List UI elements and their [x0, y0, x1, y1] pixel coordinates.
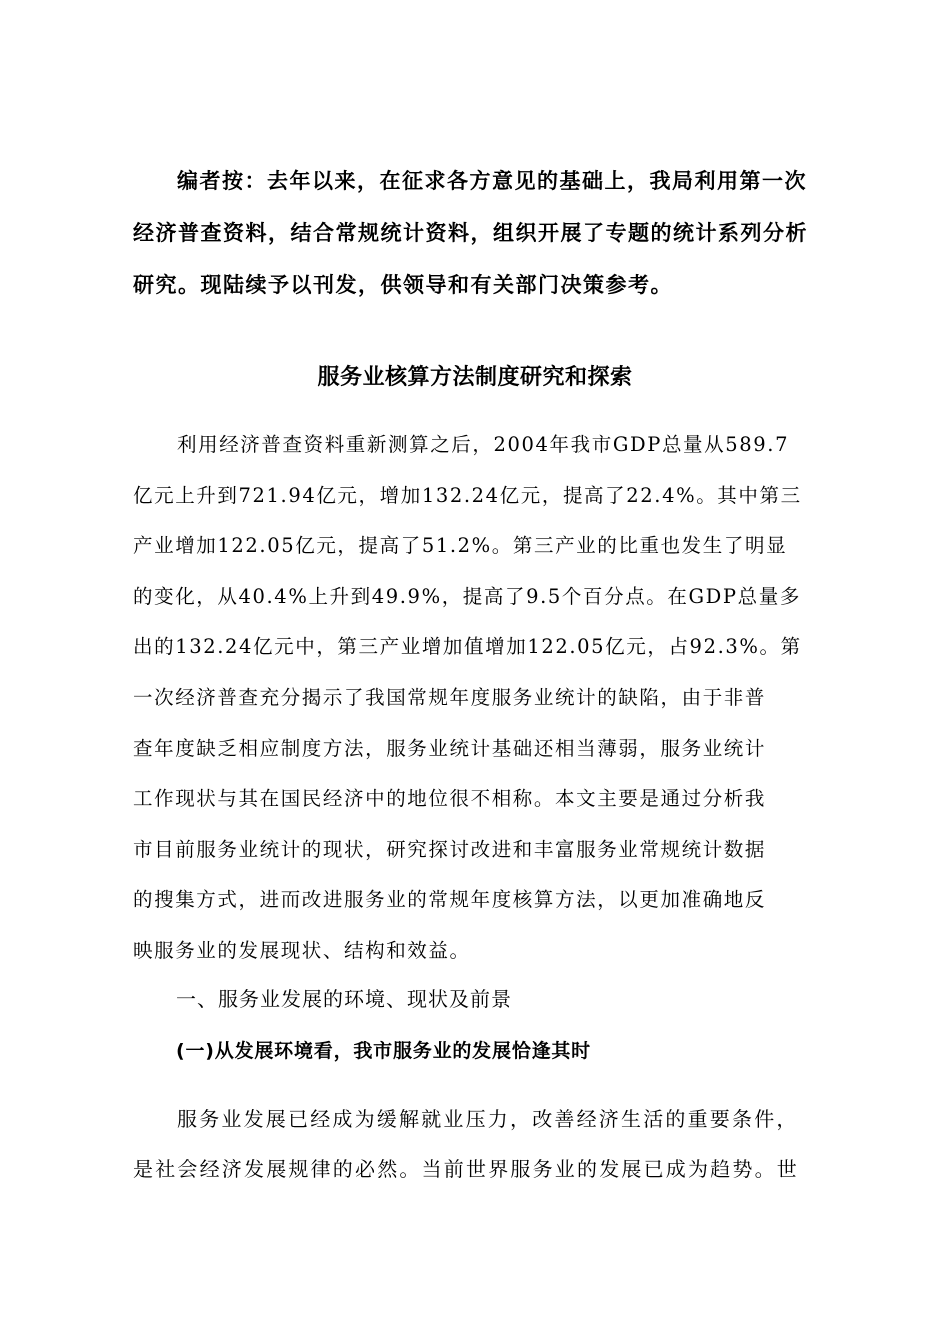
- paragraph-line: 一次经济普查充分揭示了我国常规年度服务业统计的缺陷，由于非普: [133, 685, 767, 709]
- paragraph-line: 出的132.24亿元中，第三产业增加值增加122.05亿元，占92.3%。第: [133, 635, 802, 659]
- section-heading: 一、服务业发展的环境、现状及前景: [176, 987, 512, 1011]
- editor-note-line: 经济普查资料，结合常规统计资料，组织开展了专题的统计系列分析: [133, 221, 808, 245]
- article-title: 服务业核算方法制度研究和探索: [317, 364, 633, 390]
- subsection-heading: (一)从发展环境看，我市服务业的发展恰逢其时: [176, 1040, 591, 1062]
- intro-paragraph: [133, 420, 823, 977]
- paragraph-line: 市目前服务业统计的现状，研究探讨改进和丰富服务业常规统计数据: [133, 837, 767, 861]
- paragraph-line: 工作现状与其在国民经济中的地位很不相称。本文主要是通过分析我: [133, 787, 767, 811]
- paragraph-line: 服务业发展已经成为缓解就业压力，改善经济生活的重要条件，: [177, 1107, 799, 1131]
- paragraph-line: 是社会经济发展规律的必然。当前世界服务业的发展已成为趋势。世: [133, 1157, 799, 1181]
- section-paragraph: [133, 1094, 823, 1194]
- paragraph-line: 的搜集方式，进而改进服务业的常规年度核算方法，以更加准确地反: [133, 888, 767, 912]
- paragraph-line: 映服务业的发展现状、结构和效益。: [133, 938, 471, 962]
- paragraph-line: 查年度缺乏相应制度方法，服务业统计基础还相当薄弱，服务业统计: [133, 736, 767, 760]
- paragraph-line: 产业增加122.05亿元，提高了51.2%。第三产业的比重也发生了明显: [133, 534, 788, 558]
- paragraph-line: 的变化，从40.4%上升到49.9%，提高了9.5个百分点。在GDP总量多: [133, 584, 801, 608]
- paragraph-line: 利用经济普查资料重新测算之后，2004年我市GDP总量从589.7: [177, 433, 790, 456]
- editor-note-line: 编者按：去年以来，在征求各方意见的基础上，我局利用第一次: [177, 169, 807, 193]
- editor-note-line: 研究。现陆续予以刊发，供领导和有关部门决策参考。: [133, 273, 673, 297]
- editor-note: [133, 155, 823, 311]
- paragraph-line: 亿元上升到721.94亿元，增加132.24亿元，提高了22.4%。其中第三: [133, 483, 802, 507]
